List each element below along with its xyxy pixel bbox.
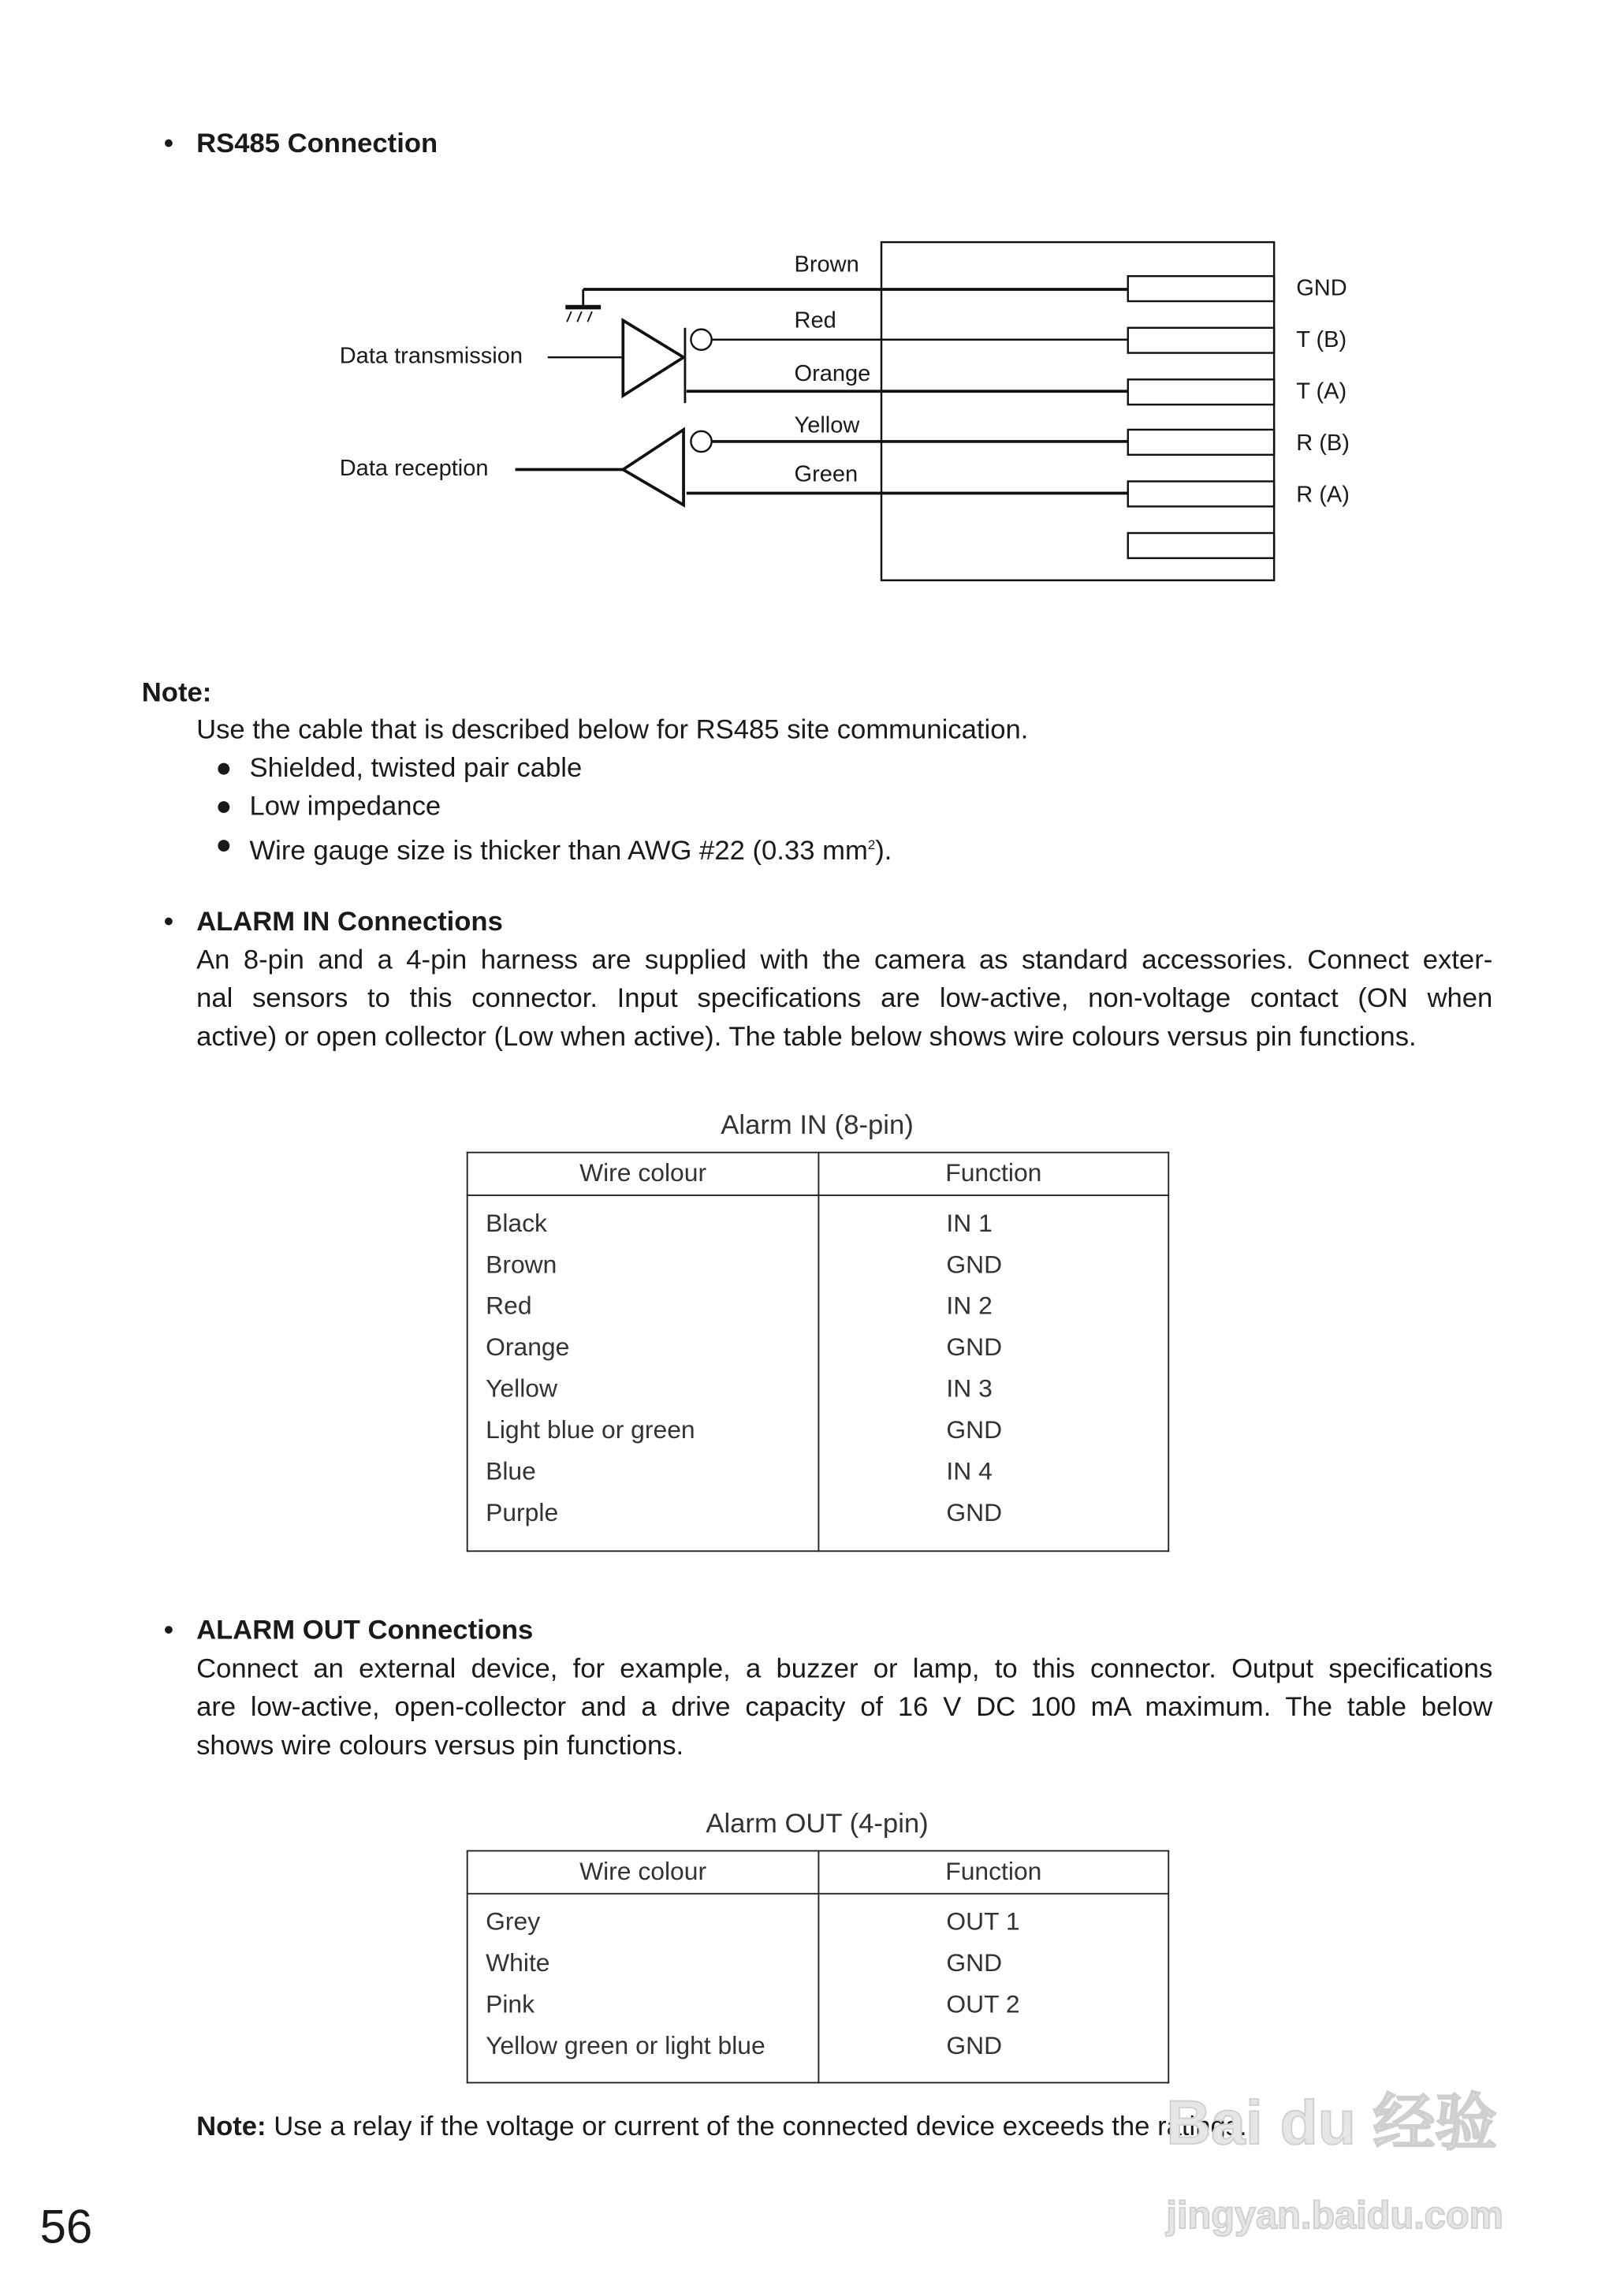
data-reception-label: Data reception [339, 456, 489, 482]
table-cell: Orange [486, 1333, 570, 1362]
pin-tb [1128, 328, 1274, 353]
pin-label: R (B) [1296, 430, 1350, 457]
alarm-out-heading: ALARM OUT Connections [196, 1613, 534, 1646]
table-cell: IN 3 [946, 1374, 993, 1403]
colour-column [467, 1894, 819, 2083]
table-cell: OUT 2 [946, 1990, 1020, 2018]
pin-ta [1128, 379, 1274, 404]
pin-label: T (B) [1296, 327, 1347, 353]
table-cell: IN 2 [946, 1292, 993, 1321]
pin-gnd [1128, 276, 1274, 301]
table-cell: Black [486, 1209, 547, 1238]
wire-label: Red [794, 308, 836, 334]
note-item: Shielded, twisted pair cable [249, 751, 583, 783]
receive-driver-icon [623, 430, 683, 505]
table-cell: GND [946, 1333, 1003, 1362]
table-cell: OUT 1 [946, 1907, 1020, 1936]
note-item: Wire gauge size is thicker than AWG #22 (0.33 $mm^2$). [249, 834, 892, 866]
wire-label: Orange [794, 361, 871, 387]
function-column [818, 1894, 1168, 2083]
baidu-watermark-url: jingyan.baidu.com [1166, 2192, 1503, 2238]
alarm-in-paragraph: An 8-pin and a 4-pin harness are supplied with the camera as standard accessories. Connect exter- nal sensors to this connector. Input specifications are low-active, non-voltage contact (ON when active) or open collector (Low when active). The table below shows wire colours versus pin functions. [196, 943, 1493, 1052]
table-cell: Yellow [486, 1374, 558, 1403]
column-header: Wire colour [467, 1851, 819, 1893]
alarm-in-heading: ALARM IN Connections [196, 904, 503, 937]
table-cell: Purple [486, 1498, 559, 1527]
table-cell: IN 4 [946, 1457, 993, 1485]
table-cell: Blue [486, 1457, 536, 1485]
table-caption: Alarm OUT (4-pin) [706, 1807, 929, 1839]
table-cell: GND [946, 1948, 1003, 1977]
note-item: Low impedance [249, 789, 441, 822]
note-text: Use the cable that is described below for RS485 site communication. [196, 713, 1029, 744]
pin-label: R (A) [1296, 483, 1350, 509]
function-column [818, 1195, 1168, 1551]
bullet: ● [215, 828, 233, 859]
alarm-out-paragraph: Connect an external device, for example, a buzzer or lamp, to this connector. Output specifications are low-active, open-collector and a drive capacity of 16 V DC 100 mA maximum. The table below shows wire colours versus pin functions. [196, 1652, 1493, 1761]
table-cell: White [486, 1948, 550, 1977]
wire-label: Yellow [794, 413, 860, 439]
bullet: • [163, 1613, 174, 1646]
bullet: ● [215, 751, 233, 783]
pin-label: T (A) [1296, 379, 1347, 405]
table-cell: Pink [486, 1990, 535, 2018]
rs485-heading: RS485 Connection [196, 127, 438, 158]
note-label: Note: [141, 676, 212, 708]
baidu-watermark-logo: Bai du 经验 [1166, 2087, 1497, 2158]
pin-spare [1128, 533, 1274, 558]
bullet: • [163, 904, 174, 937]
bullet: ● [215, 789, 233, 822]
pin-label: GND [1296, 276, 1347, 302]
column-header: Wire colour [467, 1153, 819, 1195]
table-cell: GND [946, 1415, 1003, 1444]
wire-label: Green [794, 462, 859, 487]
alarm-in-table [467, 1152, 1169, 1552]
wire-label: Brown [794, 252, 859, 278]
table-cell: GND [946, 2031, 1003, 2060]
pin-ra [1128, 482, 1274, 507]
table-cell: Brown [486, 1250, 557, 1279]
connector-body [881, 242, 1274, 580]
transmit-driver-icon [623, 320, 683, 396]
alarm-out-table [467, 1850, 1169, 2083]
table-cell: GND [946, 1498, 1003, 1527]
table-cell: GND [946, 1250, 1003, 1279]
pin-rb [1128, 430, 1274, 455]
ground-icon [565, 308, 601, 322]
table-cell: Grey [486, 1907, 541, 1936]
colour-column [467, 1195, 819, 1551]
table-cell: Red [486, 1292, 532, 1321]
table-cell: Light blue or green [486, 1415, 695, 1444]
table-cell: Yellow green or light blue [486, 2031, 765, 2060]
note-2: Note: Use a relay if the voltage or current of the connected device exceeds the ratings. [196, 2110, 1247, 2141]
table-cell: IN 1 [946, 1209, 993, 1238]
page-number: 56 [39, 2200, 93, 2253]
data-transmission-label: Data transmission [339, 344, 523, 370]
table-caption: Alarm IN (8-pin) [721, 1109, 914, 1140]
bullet: • [163, 127, 174, 158]
column-header: Function [818, 1851, 1168, 1893]
column-header: Function [818, 1153, 1168, 1195]
